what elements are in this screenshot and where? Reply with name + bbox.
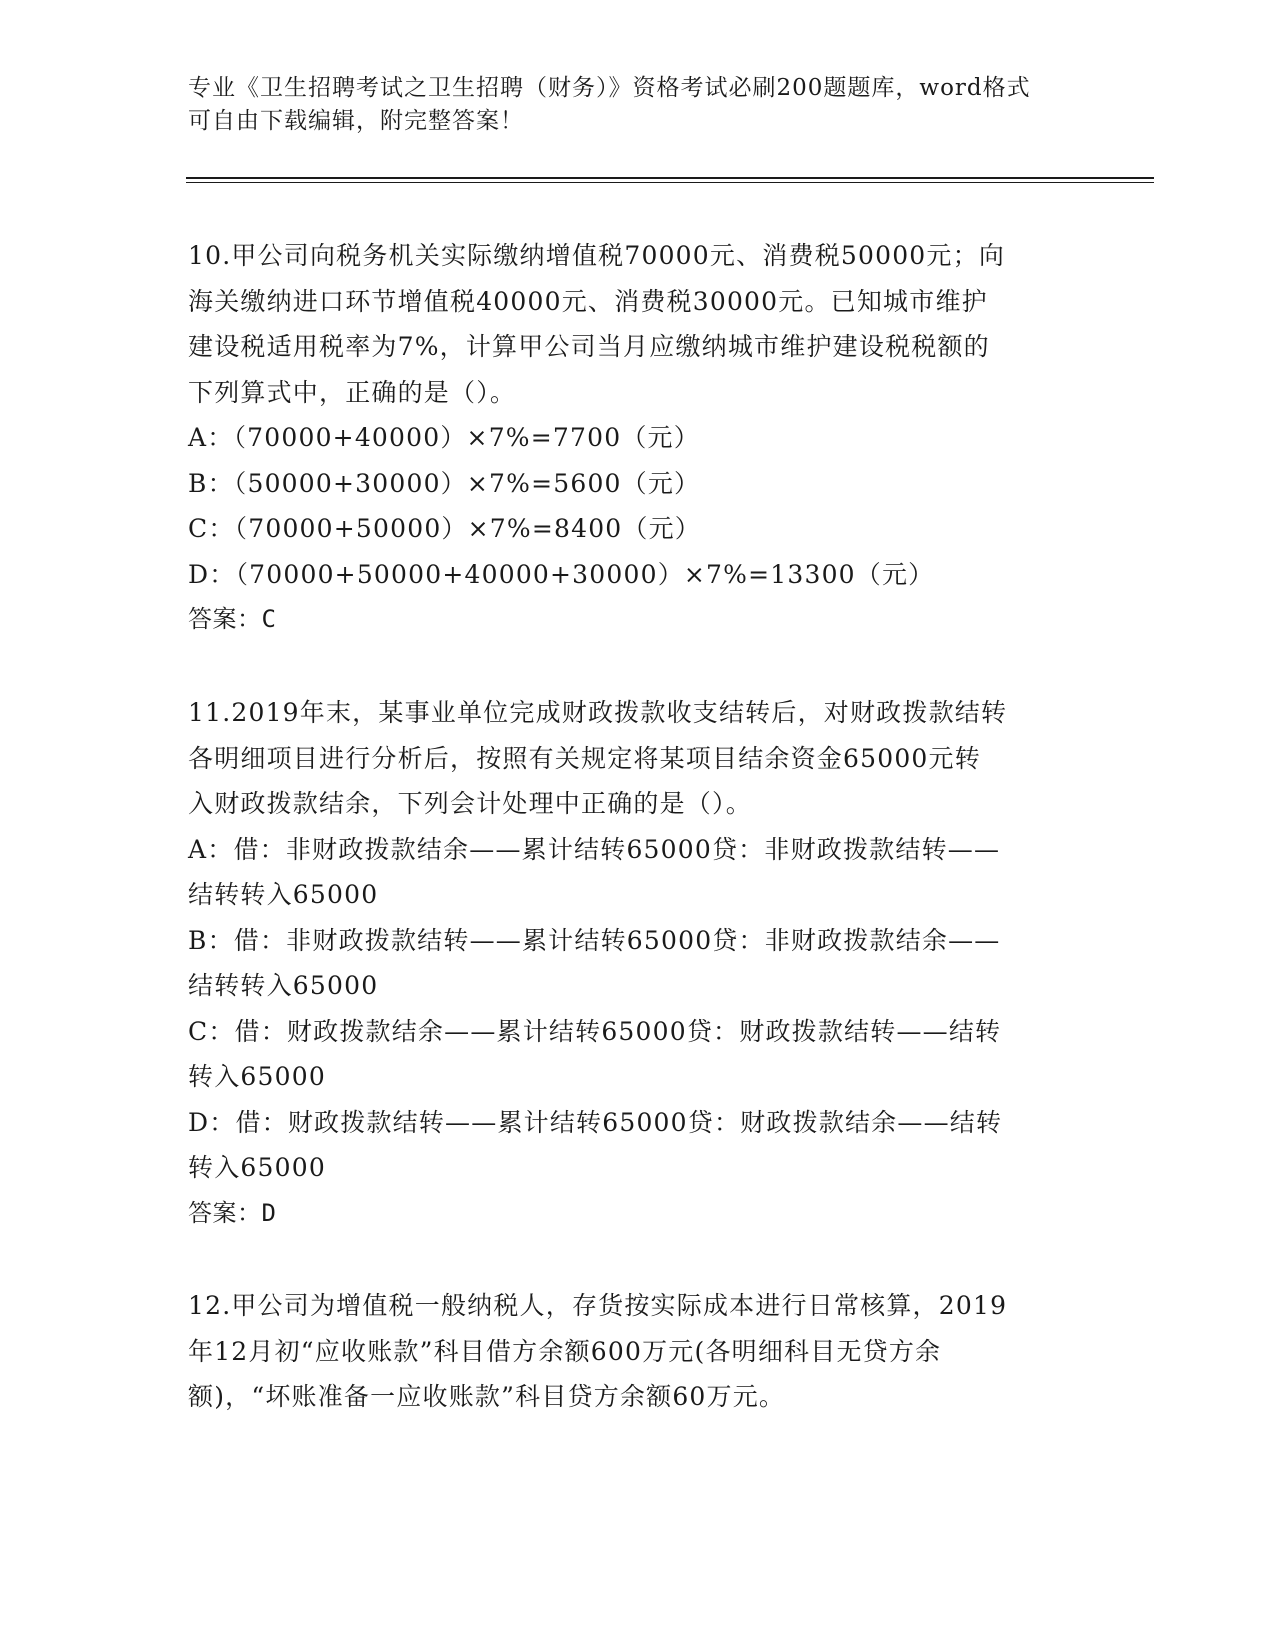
question-stem-line: 海关缴纳进口环节增值税40000元、消费税30000元。已知城市维护	[188, 286, 988, 316]
header-line: 专业《卫生招聘考试之卫生招聘（财务）》资格考试必刷200题题库，word格式	[188, 75, 1031, 101]
option-a: A：（70000+40000）×7%=7700（元）	[188, 423, 700, 452]
question-stem-line: 各明细项目进行分析后，按照有关规定将某项目结余资金65000元转	[188, 743, 981, 773]
header-divider-thin	[186, 182, 1154, 183]
option-a-continued: 结转转入65000	[188, 880, 379, 909]
option-c: C：借：财政拨款结余——累计结转65000贷：财政拨款结转——结转	[188, 1016, 1002, 1046]
header-divider-thick	[186, 177, 1154, 179]
question-10	[188, 233, 1088, 643]
header-line: 可自由下载编辑，附完整答案！	[188, 108, 524, 134]
document-header	[188, 72, 1068, 138]
question-stem-line: 10.甲公司向税务机关实际缴纳增值税70000元、消费税50000元；向	[188, 241, 1006, 270]
answer-line: 答案：C	[188, 605, 277, 633]
question-12	[188, 1283, 1088, 1420]
option-d: D：（70000+50000+40000+30000）×7%=13300（元）	[188, 559, 935, 589]
question-stem-line: 下列算式中，正确的是（）。	[188, 377, 517, 407]
option-c-continued: 转入65000	[188, 1062, 326, 1091]
option-b: B：（50000+30000）×7%=5600（元）	[188, 468, 701, 498]
question-stem-line: 12.甲公司为增值税一般纳税人，存货按实际成本进行日常核算，2019	[188, 1291, 1008, 1320]
question-stem-line: 年12月初“应收账款”科目借方余额600万元(各明细科目无贷方余	[188, 1336, 942, 1366]
question-stem-line: 额)，“坏账准备一应收账款”科目贷方余额60万元。	[188, 1382, 786, 1411]
question-stem-line: 建设税适用税率为7%，计算甲公司当月应缴纳城市维护建设税税额的	[188, 332, 990, 361]
question-stem-line: 入财政拨款结余，下列会计处理中正确的是（）。	[188, 789, 752, 818]
answer-line: 答案：D	[188, 1198, 277, 1227]
option-d: D：借：财政拨款结转——累计结转65000贷：财政拨款结余——结转	[188, 1107, 1003, 1137]
option-b-continued: 结转转入65000	[188, 971, 379, 1000]
question-stem-line: 11.2019年末，某事业单位完成财政拨款收支结转后，对财政拨款结转	[188, 698, 1008, 727]
question-11	[188, 690, 1088, 1236]
option-c: C：（70000+50000）×7%=8400（元）	[188, 514, 702, 543]
option-d-continued: 转入65000	[188, 1153, 326, 1182]
option-b: B：借：非财政拨款结转——累计结转65000贷：非财政拨款结余——	[188, 925, 1001, 955]
option-a: A：借：非财政拨款结余——累计结转65000贷：非财政拨款结转——	[188, 834, 1001, 864]
